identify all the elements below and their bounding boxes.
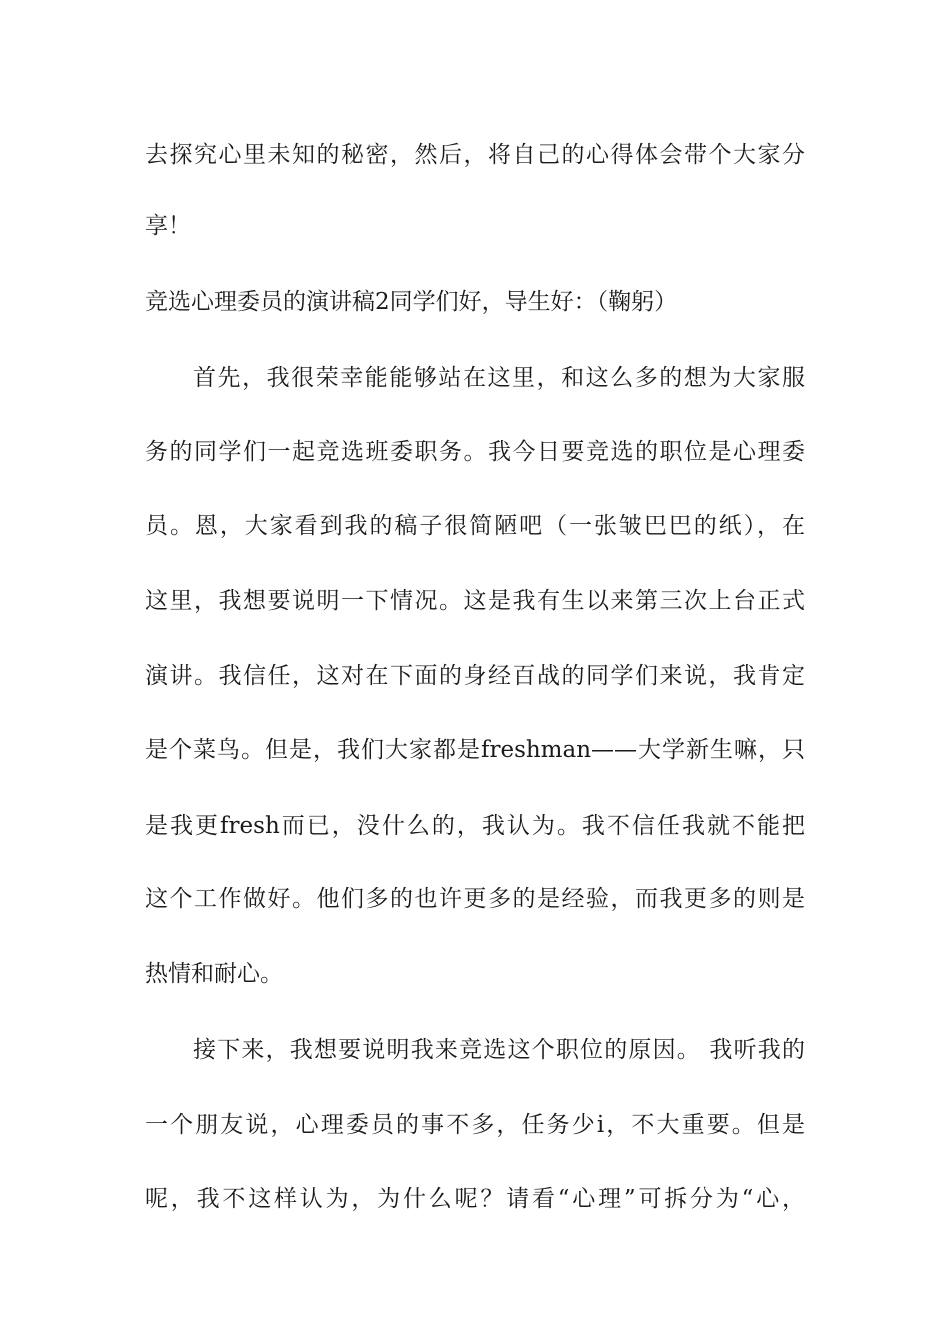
section-heading: 竞选心理委员的演讲稿2同学们好，导生好：（鞠躬） [145, 289, 678, 315]
paragraph-line: 这个工作做好。他们多的也许更多的是经验，而我更多的则是 [145, 886, 805, 912]
paragraph-line: 去探究心里未知的秘密，然后，将自己的心得体会带个大家分 [145, 142, 805, 168]
paragraph-line: 接下来，我想要说明我来竞选这个职位的原因。 我听我的 [193, 1037, 805, 1063]
paragraph-line: 首先，我很荣幸能能够站在这里，和这么多的想为大家服 [193, 365, 805, 391]
paragraph-line: 这里，我想要说明一下情况。这是我有生以来第三次上台正式 [145, 588, 805, 614]
paragraph-line: 务的同学们一起竞选班委职务。我今日要竞选的职位是心理委 [145, 439, 805, 465]
paragraph-line: 是个菜鸟。但是，我们大家都是freshman——大学新生嘛，只 [145, 737, 805, 763]
paragraph-line: 是我更fresh而已，没什么的，我认为。我不信任我就不能把 [145, 813, 805, 839]
paragraph-line: 演讲。我信任，这对在下面的身经百战的同学们来说，我肯定 [145, 663, 805, 689]
paragraph-line: 呢，我不这样认为，为什么呢？请看“心理”可拆分为“心， [145, 1186, 805, 1212]
paragraph-line: 员。恩，大家看到我的稿子很简陋吧（一张皱巴巴的纸），在 [145, 513, 805, 539]
paragraph-line: 热情和耐心。 [145, 961, 283, 987]
paragraph-line: 享！ [145, 213, 191, 239]
paragraph-line: 一个朋友说，心理委员的事不多，任务少i，不大重要。但是 [145, 1112, 805, 1138]
